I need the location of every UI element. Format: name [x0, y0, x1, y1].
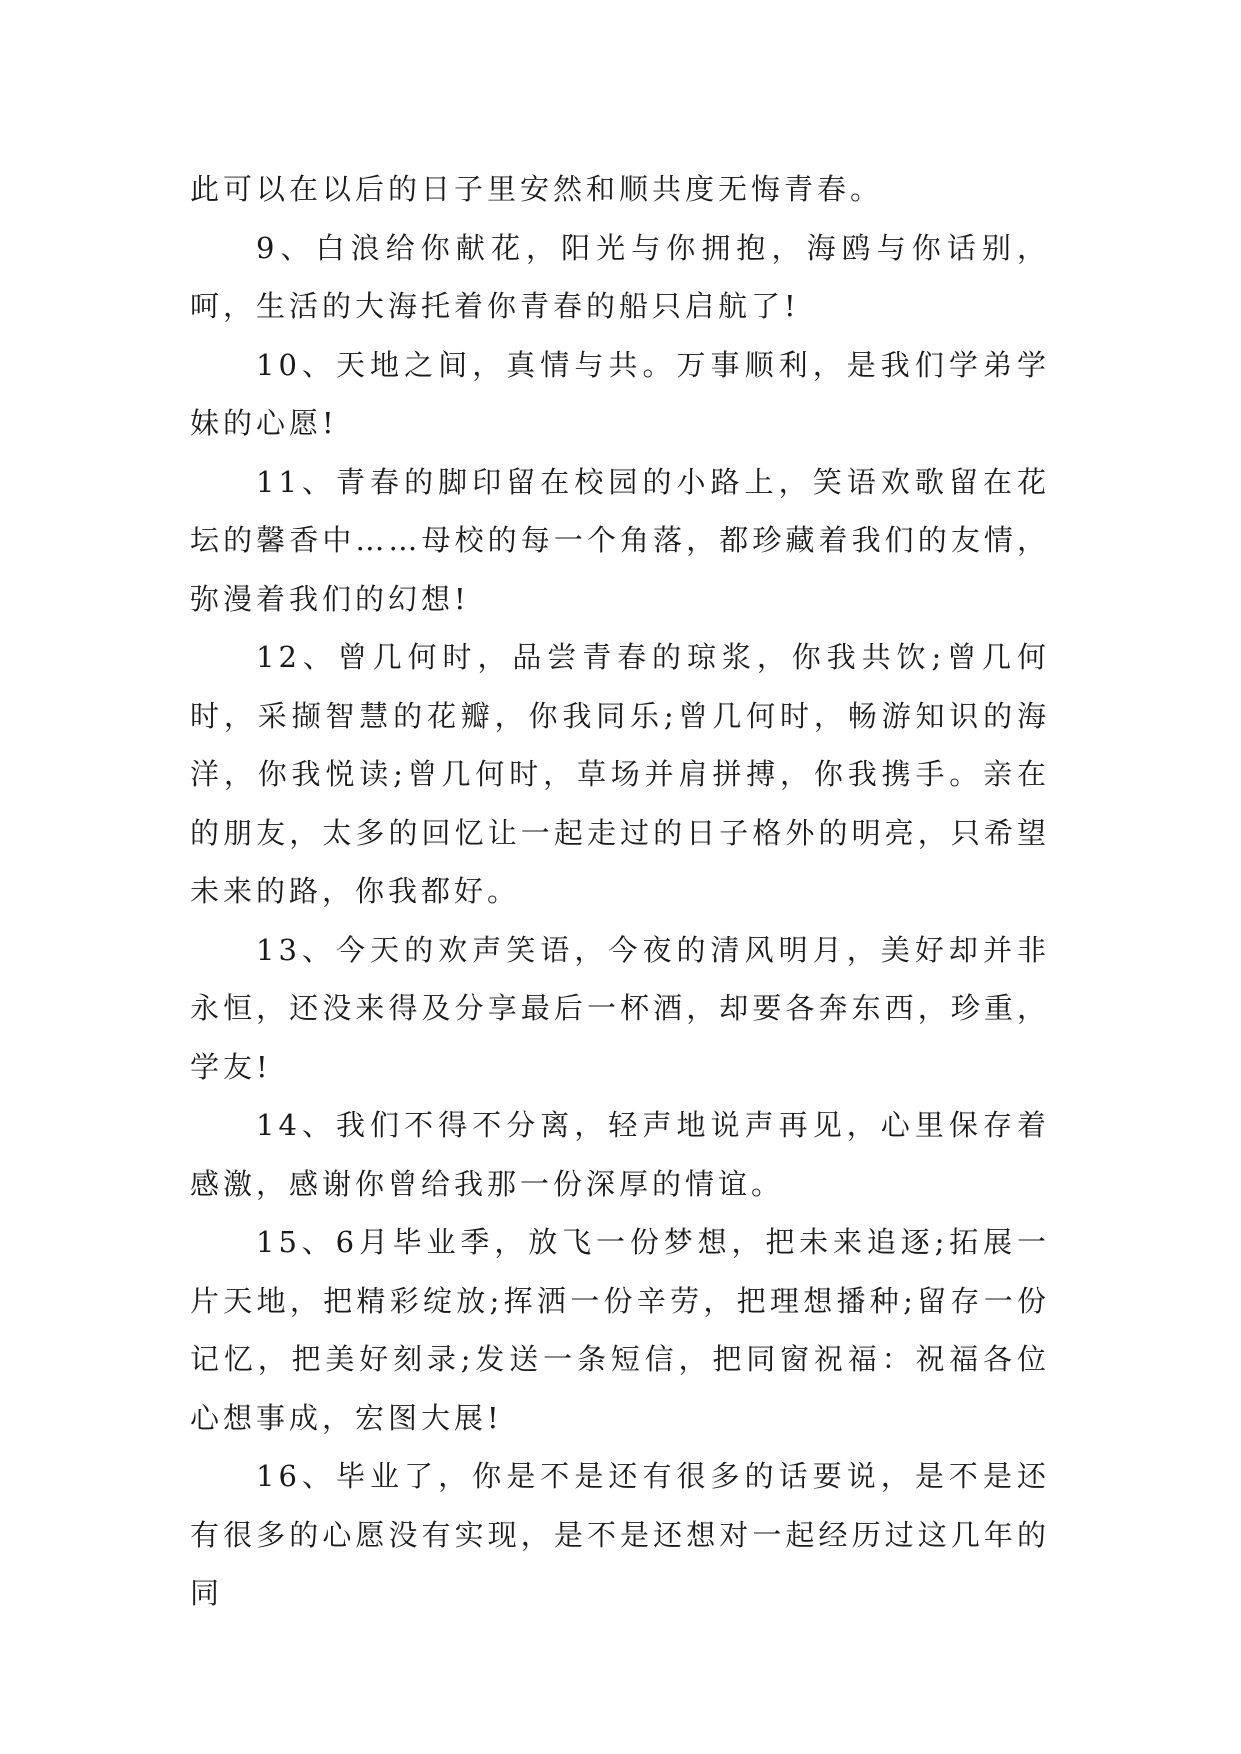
paragraph-9: 9、白浪给你献花，阳光与你拥抱，海鸥与你话别，呵，生活的大海托着你青春的船只启航了!	[190, 230, 1050, 323]
paragraph-10: 10、天地之间，真情与共。万事顺利，是我们学弟学妹的心愿!	[190, 347, 1050, 440]
paragraph-14: 14、我们不得不分离，轻声地说声再见，心里保存着感激，感谢你曾给我那一份深厚的情谊。	[190, 1108, 1050, 1201]
paragraph-16: 16、毕业了，你是不是还有很多的话要说，是不是还有很多的心愿没有实现，是不是还想对一起经历过这几年的同	[190, 1459, 1050, 1610]
paragraph-12: 12、曾几何时，品尝青春的琼浆，你我共饮;曾几何时，采撷智慧的花瓣，你我同乐;曾几何时，畅游知识的海洋，你我悦读;曾几何时，草场并肩拼搏，你我携手。亲在的朋友，太多的回忆让一起走过的日子格外的明亮，只希望未来的路，你我都好。	[190, 640, 1050, 908]
paragraph-continuation: 此可以在以后的日子里安然和顺共度无悔青春。	[190, 172, 884, 206]
paragraph-11: 11、青春的脚印留在校园的小路上，笑语欢歌留在花坛的馨香中……母校的每一个角落，都珍藏着我们的友情，弥漫着我们的幻想!	[190, 464, 1050, 616]
paragraph-15: 15、6月毕业季，放飞一份梦想，把未来追逐;拓展一片天地，把精彩绽放;挥洒一份辛劳，把理想播种;留存一份记忆，把美好刻录;发送一条短信，把同窗祝福：祝福各位心想事成，宏图大展!	[190, 1225, 1050, 1435]
document-body	[190, 160, 1050, 1623]
paragraph-13: 13、今天的欢声笑语，今夜的清风明月，美好却并非永恒，还没来得及分享最后一杯酒，却要各奔东西，珍重，学友!	[190, 932, 1050, 1084]
